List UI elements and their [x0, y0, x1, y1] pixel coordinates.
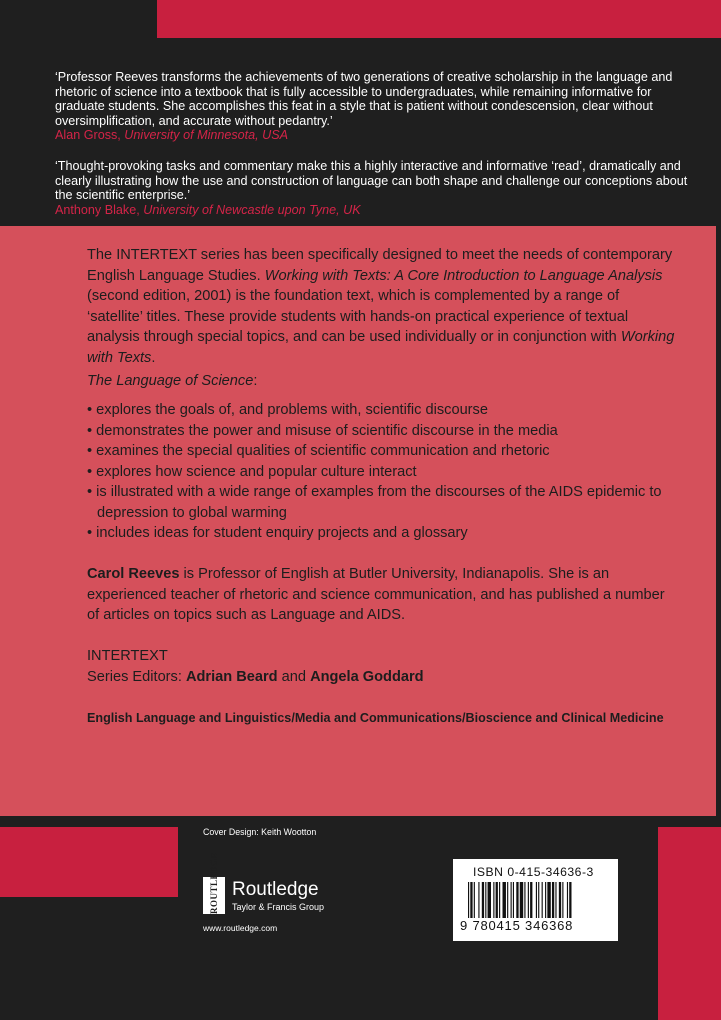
publisher-url: www.routledge.com — [203, 923, 278, 933]
bottom-left-dark-block — [0, 897, 178, 1020]
subject-categories: English Language and Linguistics/Media and Communications/Bioscience and Clinical Medicine — [87, 711, 664, 725]
quote-text: ‘Thought-provoking tasks and commentary make this a highly interactive and informative ‘read’, dramatically and clearly illustrating how the use and construction of language can both shape and challenge our conceptions about the scientific enterprise.’ — [55, 159, 688, 203]
quote-affiliation: University of Minnesota, USA — [124, 128, 289, 143]
series-editors — [87, 667, 677, 688]
list-item: • includes ideas for student enquiry projects and a glossary — [87, 525, 468, 541]
list-item: • explores the goals of, and problems with, scientific discourse — [87, 402, 488, 418]
list-item: • examines the special qualities of scientific communication and rhetoric — [87, 443, 550, 459]
book-title: Working with Texts — [87, 329, 675, 366]
publisher-group: Taylor & Francis Group — [232, 902, 325, 912]
quote-author: Anthony Blake, — [55, 202, 140, 217]
review-quote — [55, 70, 695, 143]
book-title: Working with Texts: A Core Introduction to Language Analysis — [264, 267, 663, 284]
editor-name: Adrian Beard — [185, 668, 278, 685]
series-intro — [87, 245, 677, 368]
quote-attribution — [55, 203, 695, 218]
series-name: INTERTEXT — [87, 648, 168, 664]
book-features-heading — [87, 371, 677, 392]
author-bio-text: is Professor of English at Butler University, Indianapolis. She is an experienced teacher of rhetoric and science communication, and has published a number of articles on topics such as Language and AIDS. — [87, 566, 665, 623]
intro-text: . — [151, 349, 156, 366]
editors-label: Series Editors: — [87, 668, 186, 685]
right-edge-strip — [716, 226, 721, 816]
list-item: • demonstrates the power and misuse of scientific discourse in the media — [87, 422, 558, 439]
book-title: The Language of Science — [87, 373, 254, 389]
author-name: Carol Reeves — [87, 566, 180, 582]
bottom-right-red-block — [658, 827, 721, 1020]
intro-text: The INTERTEXT series has been specifically designed to meet the needs of contemporary English Language Studies. — [87, 247, 673, 284]
description-panel — [0, 226, 716, 816]
intro-text: (second edition, 2001) is the foundation text, which is complemented by a range of ‘satellite’ titles. These provide students with hands-on practical experience of textual analysis through special topics, and can be used individually or in conjunction with — [87, 288, 629, 345]
cover-design-credit: Cover Design: Keith Wootton — [203, 827, 317, 837]
review-quote — [55, 159, 695, 217]
isbn-label: ISBN 0-415-34636-3 — [473, 865, 594, 879]
author-bio — [87, 564, 677, 626]
barcode-digits — [460, 918, 573, 933]
review-quotes-section — [0, 44, 721, 226]
heading-colon: : — [253, 373, 258, 389]
quote-affiliation: University of Newcastle upon Tyne, UK — [143, 202, 361, 217]
quote-attribution — [55, 128, 695, 143]
top-red-block — [157, 0, 721, 38]
quote-text: ‘Professor Reeves transforms the achievements of two generations of creative scholarship in the language and rhetoric of science into a textbook that is fully accessible to undergraduates, while remaining informative for graduate students. She accomplishes this feat in a style that is patient without condescension, clear without oversimplification, and accurate without pedantry.’ — [55, 70, 673, 128]
list-item: • is illustrated with a wide range of examples from the discourses of the AIDS epidemic to depression to global warming — [87, 484, 662, 521]
bottom-left-red-block — [0, 827, 178, 897]
feature-list — [87, 400, 677, 544]
logo-lettering: ROUTLEDGE — [209, 851, 219, 914]
list-item: • explores how science and popular culture interact — [87, 463, 417, 480]
quote-author: Alan Gross, — [55, 128, 121, 143]
publisher-name: Routledge — [232, 879, 319, 900]
top-dark-block — [0, 0, 157, 44]
editor-name: Angela Goddard — [310, 668, 424, 685]
barcode-number: 9 780415 346368 — [460, 918, 574, 933]
editors-conjunction: and — [277, 668, 311, 685]
series-info — [87, 646, 677, 687]
